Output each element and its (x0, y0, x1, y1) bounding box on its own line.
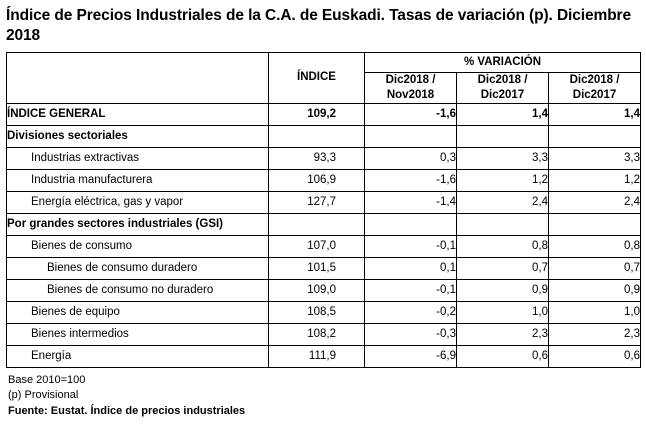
row-index-value (269, 213, 365, 235)
table-header-row-1 (7, 52, 641, 72)
row-var1-value: 0,3 (365, 147, 457, 169)
table-row (7, 213, 641, 235)
header-dic2018-dic2017-b-line2: Dic2017 (572, 88, 617, 101)
row-var3-value: 2,3 (549, 323, 641, 345)
header-blank-corner (7, 52, 269, 103)
row-var2-value (457, 213, 549, 235)
row-var1-value: -0,3 (365, 323, 457, 345)
row-label: Energía (7, 345, 269, 367)
row-var2-value: 3,3 (457, 147, 549, 169)
row-var1-value: -0,2 (365, 301, 457, 323)
row-var3-value: 2,4 (549, 191, 641, 213)
header-dic2018-nov2018-line1: Dic2018 / (385, 73, 436, 86)
row-index-value: 106,9 (269, 169, 365, 191)
row-label: Divisiones sectoriales (7, 125, 269, 147)
row-index-value (269, 125, 365, 147)
row-label: ÍNDICE GENERAL (7, 103, 269, 125)
row-var2-value: 2,4 (457, 191, 549, 213)
table-body (7, 103, 641, 367)
row-label: Industrias extractivas (7, 147, 269, 169)
row-label: Bienes de consumo (7, 235, 269, 257)
row-var1-value: -0,1 (365, 279, 457, 301)
row-var2-value: 1,4 (457, 103, 549, 125)
table-row (7, 125, 641, 147)
page-title: Índice de Precios Industriales de la C.A. de Euskadi. Tasas de variación (p). Diciembre 2018 (6, 7, 632, 44)
row-var1-value: -1,6 (365, 169, 457, 191)
header-dic2018-dic2017-b (549, 72, 641, 103)
row-label: Energía eléctrica, gas y vapor (7, 191, 269, 213)
header-dic2018-dic2017-a-line2: Dic2017 (480, 88, 525, 101)
note-base: Base 2010=100 (8, 373, 86, 386)
row-index-value: 101,5 (269, 257, 365, 279)
row-label: Bienes intermedios (7, 323, 269, 345)
row-var2-value: 0,8 (457, 235, 549, 257)
row-label: Industria manufacturera (7, 169, 269, 191)
row-index-value: 108,2 (269, 323, 365, 345)
row-var1-value (365, 213, 457, 235)
row-var3-value (549, 213, 641, 235)
row-var1-value: -1,6 (365, 103, 457, 125)
note-provisional: (p) Provisional (8, 389, 79, 402)
header-dic2018-dic2017-a (457, 72, 549, 103)
table-row (7, 257, 641, 279)
row-var1-value: 0,1 (365, 257, 457, 279)
row-var1-value: -1,4 (365, 191, 457, 213)
row-var1-value (365, 125, 457, 147)
row-index-value: 109,0 (269, 279, 365, 301)
row-var3-value: 0,8 (549, 235, 641, 257)
row-label: Bienes de consumo no duradero (7, 279, 269, 301)
header-variation-group: % VARIACIÓN (365, 52, 641, 72)
row-index-value: 107,0 (269, 235, 365, 257)
table-row (7, 103, 641, 125)
table-row (7, 279, 641, 301)
table-notes (6, 373, 640, 421)
table-row (7, 191, 641, 213)
table-row (7, 323, 641, 345)
row-var3-value (549, 125, 641, 147)
table-row (7, 345, 641, 367)
table-row (7, 301, 641, 323)
row-var3-value: 0,9 (549, 279, 641, 301)
header-dic2018-nov2018-line2: Nov2018 (386, 88, 435, 101)
row-index-value: 93,3 (269, 147, 365, 169)
row-label: Por grandes sectores industriales (GSI) (7, 213, 269, 235)
row-var3-value: 3,3 (549, 147, 641, 169)
row-label: Bienes de consumo duradero (7, 257, 269, 279)
table-header (7, 52, 641, 103)
row-var2-value (457, 125, 549, 147)
row-var3-value: 1,2 (549, 169, 641, 191)
row-var2-value: 0,6 (457, 345, 549, 367)
row-var2-value: 0,7 (457, 257, 549, 279)
row-var3-value: 1,4 (549, 103, 641, 125)
row-index-value: 111,9 (269, 345, 365, 367)
row-var2-value: 1,2 (457, 169, 549, 191)
row-var1-value: -0,1 (365, 235, 457, 257)
header-indice: ÍNDICE (269, 52, 365, 103)
table-row (7, 169, 641, 191)
note-source: Fuente: Eustat. Índice de precios industriales (8, 405, 246, 418)
row-index-value: 127,7 (269, 191, 365, 213)
row-index-value: 108,5 (269, 301, 365, 323)
row-var3-value: 0,7 (549, 257, 641, 279)
row-var3-value: 1,0 (549, 301, 641, 323)
row-var3-value: 0,6 (549, 345, 641, 367)
table-row (7, 147, 641, 169)
row-var2-value: 1,0 (457, 301, 549, 323)
industrial-price-index-table (6, 52, 641, 368)
row-label: Bienes de equipo (7, 301, 269, 323)
row-var2-value: 0,9 (457, 279, 549, 301)
row-var1-value: -6,9 (365, 345, 457, 367)
row-index-value: 109,2 (269, 103, 365, 125)
row-var2-value: 2,3 (457, 323, 549, 345)
header-dic2018-dic2017-b-line1: Dic2018 / (569, 73, 620, 86)
header-dic2018-nov2018 (365, 72, 457, 103)
header-dic2018-dic2017-a-line1: Dic2018 / (477, 73, 528, 86)
table-row (7, 235, 641, 257)
